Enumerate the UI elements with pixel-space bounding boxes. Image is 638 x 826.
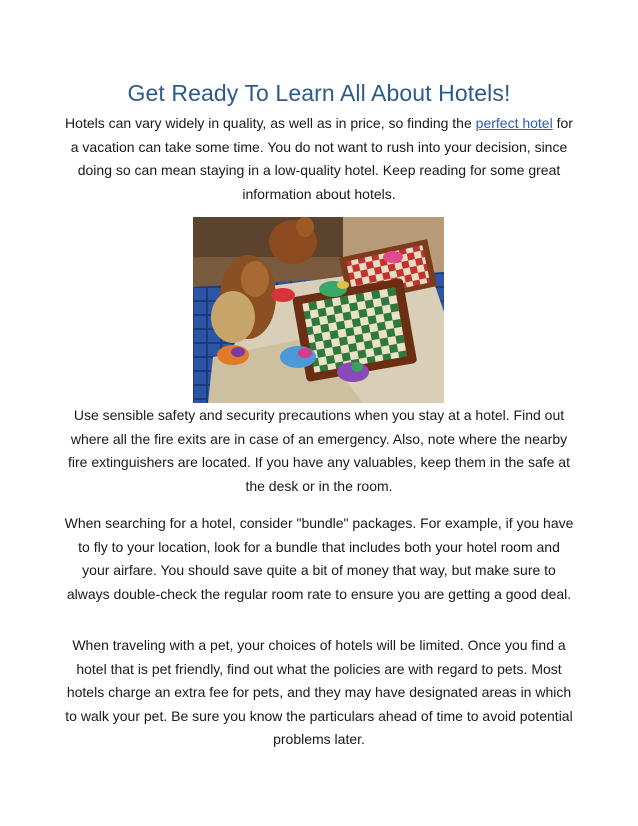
intro-paragraph xyxy=(64,112,574,206)
intro-text-after-link: for a vacation can take some time. You do not want to rush into your decision, since doing so can mean staying in a low-quality hotel. Keep reading for some great information about hotels. xyxy=(70,115,573,202)
bundle-paragraph: When searching for a hotel, consider "bundle" packages. For example, if you have to fly to your location, look for a bundle that includes both your hotel room and your airfare. You should save quite a bit of money that way, but make sure to always double-check the regular room rate to ensure you are getting a good deal. xyxy=(64,515,574,602)
pet-paragraph: When traveling with a pet, your choices of hotels will be limited. Once you find a hotel that is pet friendly, find out what the policies are with regard to pets. Most hotels charge an extra fee for pets, and they may have designated areas in which to walk your pet. Be sure you know the particulars ahead of time to avoid potential problems later. xyxy=(65,637,573,747)
intro-text-before-link: Hotels can vary widely in quality, as well as in price, so finding the xyxy=(65,115,476,131)
hotel-table-photo xyxy=(193,217,444,403)
perfect-hotel-link[interactable]: perfect hotel xyxy=(475,115,553,131)
safety-paragraph: Use sensible safety and security precautions when you stay at a hotel. Find out where all the fire exits are in case of an emergency. Also, note where the nearby fire extinguishers are located. If you have any valuables, keep them in the safe at the desk or in the room. xyxy=(68,407,570,494)
page-title: Get Ready To Learn All About Hotels! xyxy=(127,80,511,106)
